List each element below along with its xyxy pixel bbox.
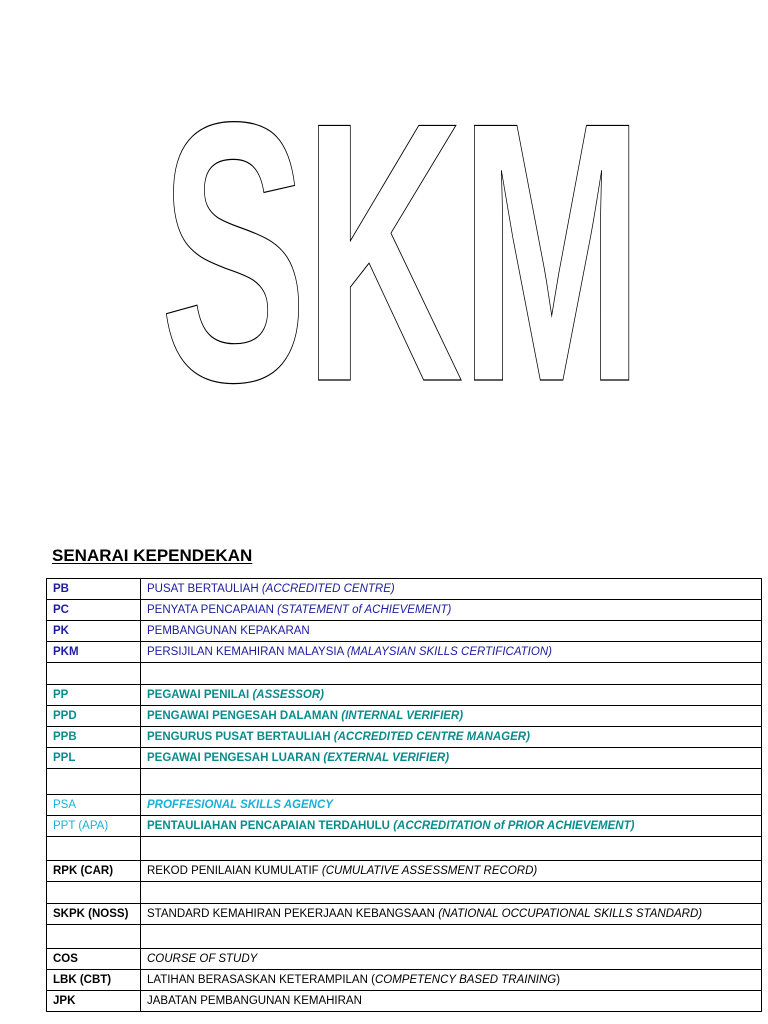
table-row-empty <box>47 925 762 949</box>
abbreviation-cell: PB <box>47 579 141 600</box>
abbreviation-cell: PPT (APA) <box>47 816 141 837</box>
malay-term: PEGAWAI PENGESAH LUARAN <box>147 752 324 764</box>
table-row <box>47 685 762 706</box>
malay-term: LATIHAN BERASASKAN KETERAMPILAN ( <box>147 974 375 986</box>
english-term: (INTERNAL VERIFIER) <box>341 710 464 722</box>
table-row <box>47 600 762 621</box>
description-cell <box>141 949 762 970</box>
abbreviation-cell: PKM <box>47 642 141 663</box>
malay-term: PUSAT BERTAULIAH <box>147 583 262 595</box>
english-term: COURSE OF STUDY <box>147 953 258 965</box>
table-row <box>47 949 762 970</box>
malay-term: JABATAN PEMBANGUNAN KEMAHIRAN <box>147 995 362 1007</box>
table-row-empty <box>47 837 762 861</box>
description-cell <box>141 991 762 1012</box>
abbreviation-cell <box>47 925 141 949</box>
description-cell <box>141 748 762 769</box>
table-row <box>47 904 762 925</box>
table-row-empty <box>47 769 762 795</box>
abbreviation-table-body <box>47 579 762 1012</box>
table-row <box>47 579 762 600</box>
abbreviation-cell: PP <box>47 685 141 706</box>
description-cell <box>141 727 762 748</box>
table-row-empty <box>47 663 762 685</box>
table-row <box>47 748 762 769</box>
description-cell <box>141 970 762 991</box>
description-cell <box>141 837 762 861</box>
description-cell <box>141 600 762 621</box>
english-term: (ACCREDITED CENTRE MANAGER) <box>333 731 530 743</box>
description-cell <box>141 685 762 706</box>
english-term: (MALAYSIAN SKILLS CERTIFICATION) <box>346 646 552 658</box>
malay-term: PEMBANGUNAN KEPAKARAN <box>147 625 310 637</box>
closing-paren: ) <box>556 974 561 986</box>
english-term: (ACCREDITED CENTRE) <box>261 583 395 595</box>
malay-term: PENTAULIAHAN PENCAPAIAN TERDAHULU <box>147 820 394 832</box>
english-term: (CUMULATIVE ASSESSMENT RECORD) <box>321 865 538 877</box>
abbreviation-cell: PC <box>47 600 141 621</box>
skm-logo-text: SKM <box>160 118 640 408</box>
table-row-empty <box>47 882 762 904</box>
description-cell <box>141 621 762 642</box>
english-term: (NATIONAL OCCUPATIONAL SKILLS STANDARD) <box>438 908 703 920</box>
malay-term: STANDARD KEMAHIRAN PEKERJAAN KEBANGSAAN <box>147 908 439 920</box>
table-row <box>47 861 762 882</box>
abbreviation-cell: LBK (CBT) <box>47 970 141 991</box>
abbreviation-cell: PPD <box>47 706 141 727</box>
abbreviation-cell: COS <box>47 949 141 970</box>
abbreviation-cell: PPL <box>47 748 141 769</box>
skm-logo <box>150 118 650 408</box>
table-row <box>47 727 762 748</box>
description-cell <box>141 642 762 663</box>
abbreviation-table <box>46 578 762 1012</box>
abbreviation-cell <box>47 663 141 685</box>
table-row <box>47 621 762 642</box>
english-term: (STATEMENT of ACHIEVEMENT) <box>277 604 452 616</box>
description-cell <box>141 904 762 925</box>
abbreviation-cell <box>47 882 141 904</box>
table-row <box>47 706 762 727</box>
english-term: PROFFESIONAL SKILLS AGENCY <box>147 799 333 811</box>
malay-term: PENGURUS PUSAT BERTAULIAH <box>147 731 334 743</box>
description-cell <box>141 925 762 949</box>
abbreviation-cell: PK <box>47 621 141 642</box>
malay-term: PEGAWAI PENILAI <box>147 689 253 701</box>
description-cell <box>141 795 762 816</box>
description-cell <box>141 816 762 837</box>
abbreviation-cell: PPB <box>47 727 141 748</box>
table-row <box>47 970 762 991</box>
table-row <box>47 991 762 1012</box>
english-term: (EXTERNAL VERIFIER) <box>323 752 450 764</box>
english-term: (ACCREDITATION of PRIOR ACHIEVEMENT) <box>393 820 635 832</box>
description-cell <box>141 882 762 904</box>
malay-term: PERSIJILAN KEMAHIRAN MALAYSIA <box>147 646 347 658</box>
abbreviation-cell: PSA <box>47 795 141 816</box>
description-cell <box>141 861 762 882</box>
abbreviation-cell <box>47 837 141 861</box>
section-title: SENARAI KEPENDEKAN <box>52 546 253 565</box>
skm-logo-graphic <box>150 118 650 408</box>
abbreviation-cell: JPK <box>47 991 141 1012</box>
description-cell <box>141 769 762 795</box>
abbreviation-cell <box>47 769 141 795</box>
malay-term: REKOD PENILAIAN KUMULATIF <box>147 865 322 877</box>
malay-term: PENGAWAI PENGESAH DALAMAN <box>147 710 342 722</box>
malay-term: PENYATA PENCAPAIAN <box>147 604 278 616</box>
table-row <box>47 816 762 837</box>
description-cell <box>141 663 762 685</box>
abbreviation-cell: RPK (CAR) <box>47 861 141 882</box>
table-row <box>47 795 762 816</box>
description-cell <box>141 579 762 600</box>
english-term: COMPETENCY BASED TRAINING <box>374 974 557 986</box>
table-row <box>47 642 762 663</box>
abbreviation-cell: SKPK (NOSS) <box>47 904 141 925</box>
description-cell <box>141 706 762 727</box>
english-term: (ASSESSOR) <box>252 689 325 701</box>
